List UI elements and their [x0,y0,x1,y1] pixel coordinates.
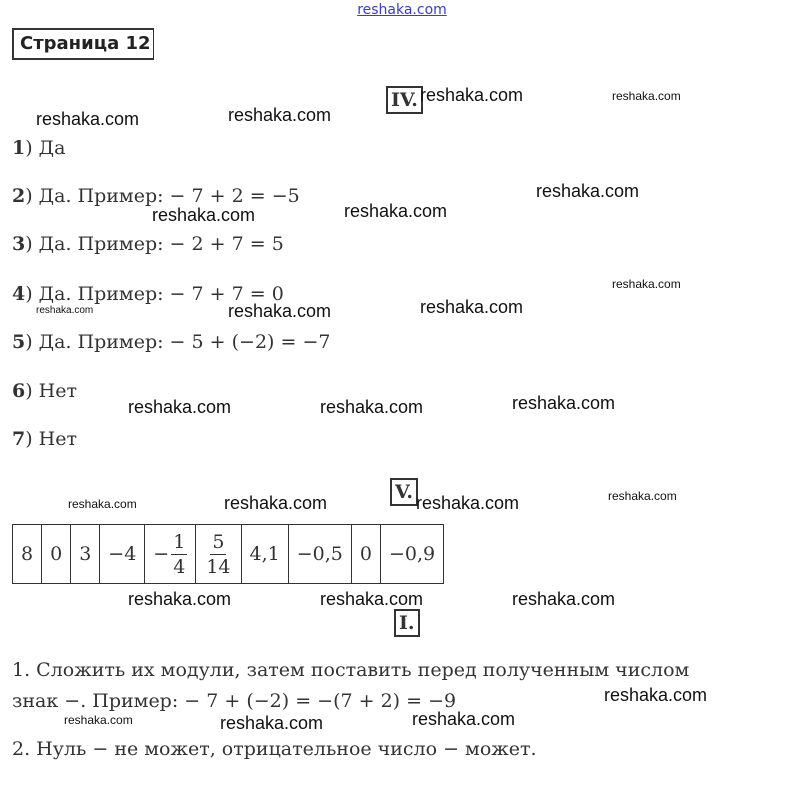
table-cell: 3 [71,525,100,584]
answer-number: 2 [12,185,26,207]
watermark: reshaka.com [512,589,616,609]
answer-text: ) Нет [25,428,78,450]
watermark: reshaka.com [536,181,640,201]
answer-item [12,380,77,402]
answer-number: 4 [12,283,26,305]
answer-item [12,137,65,159]
values-table [12,524,444,584]
paragraph-1-line-1: 1. Сложить их модули, затем поставить перед полученным числом [12,659,690,681]
watermark: reshaka.com [604,685,708,705]
table-cell-fraction [196,525,241,584]
paragraph-1-line-2: знак −. Пример: − 7 + (−2) = −(7 + 2) = −9 [12,690,457,712]
table-cell: 0 [351,525,380,584]
answer-number: 5 [12,331,26,353]
watermark: reshaka.com [420,85,524,105]
answer-item [12,331,330,353]
fraction-numerator: 5 [212,530,225,553]
watermark: reshaka.com [512,393,616,413]
table-cell: 4,1 [241,525,288,584]
watermark: reshaka.com [612,89,681,103]
watermark: reshaka.com [420,297,524,317]
answer-text: ) Нет [25,380,78,402]
fraction-denominator: 4 [173,555,186,578]
watermark: reshaka.com [36,305,94,316]
answer-item [12,185,300,207]
watermark: reshaka.com [224,493,328,513]
table-cell: −0,5 [288,525,351,584]
watermark: reshaka.com [416,493,520,513]
watermark: reshaka.com [612,277,681,291]
table-cell-fraction [145,525,196,584]
fraction [171,530,187,579]
watermark: reshaka.com [228,105,332,125]
fraction-denominator: 14 [206,555,231,578]
watermark: reshaka.com [412,709,516,729]
watermark: reshaka.com [228,301,332,321]
watermark: reshaka.com [64,713,133,727]
watermark: reshaka.com [68,497,137,511]
table-cell: 8 [13,525,42,584]
watermark: reshaka.com [152,205,256,225]
answer-number: 1 [12,137,26,159]
paragraph-2: 2. Нуль − не может, отрицательное число − может. [12,738,537,760]
answer-item [12,428,77,450]
watermark: reshaka.com [320,589,424,609]
fraction [204,530,232,579]
fraction-numerator: 1 [173,530,186,553]
answer-text: ) Да. Пример: − 7 + 7 = 0 [25,283,284,305]
section-label-v: V. [390,478,418,506]
table-row [13,525,444,584]
watermark: reshaka.com [220,713,324,733]
watermark: reshaka.com [344,201,448,221]
table-cell: −4 [100,525,145,584]
section-label-iv: IV. [386,86,423,114]
answer-text: ) Да. Пример: − 7 + 2 = −5 [25,185,300,207]
fraction-sign: − [153,543,170,565]
answer-number: 3 [12,233,26,255]
watermark: reshaka.com [128,589,232,609]
section-label-i: I. [394,609,420,637]
table-cell: 0 [42,525,71,584]
watermark: reshaka.com [608,489,677,503]
answer-number: 6 [12,380,26,402]
answer-text: ) Да. Пример: − 2 + 7 = 5 [25,233,284,255]
site-link[interactable]: reshaka.com [357,2,447,18]
watermark: reshaka.com [128,397,232,417]
answer-text: ) Да. Пример: − 5 + (−2) = −7 [25,331,331,353]
watermark: reshaka.com [320,397,424,417]
answer-text: ) Да [25,137,66,159]
watermark: reshaka.com [36,109,140,129]
answer-item [12,233,284,255]
table-cell: −0,9 [380,525,443,584]
answer-number: 7 [12,428,26,450]
page-title: Страница 12 [12,28,154,60]
